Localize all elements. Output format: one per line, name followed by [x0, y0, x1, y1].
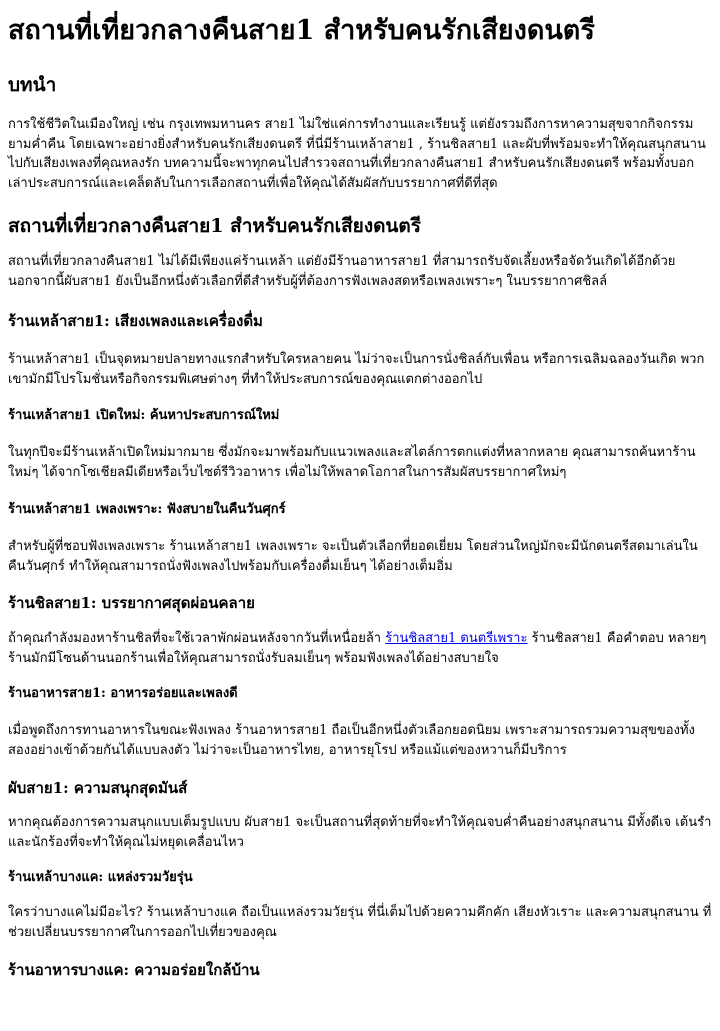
- chill-heading: ร้านชิลสาย1: บรรยากาศสุดผ่อนคลาย: [8, 594, 255, 612]
- intro-heading: บทนำ: [8, 74, 57, 96]
- section-heading: สถานที่เที่ยวกลางคืนสาย1 สำหรับคนรักเสียงดนตรี: [8, 215, 421, 237]
- bar-paragraph: ร้านเหล้าสาย1 เป็นจุดหมายปลายทางแรกสำหรับใครหลายคน ไม่ว่าจะเป็นการนั่งชิลล์กับเพื่อน หรือการเฉลิมฉลองวันเกิด พวกเขามักมีโปรโมชั่นหรือกิจกรรมพิเศษต่างๆ ที่ทำให้ประสบการณ์ของคุณแตกต่างออกไป: [8, 352, 705, 387]
- bangkae-bar-heading: ร้านเหล้าบางแค: แหล่งรวมวัยรุ่น: [8, 870, 193, 885]
- pub-paragraph: หากคุณต้องการความสนุกแบบเต็มรูปแบบ ผับสาย1 จะเป็นสถานที่สุดท้ายที่จะทำให้คุณจบค่ำคืนอย่างสนุกสนาน มีทั้งดีเจ เต้นรำ และนักร้องที่จะทำให้คุณไม่หยุดเคลื่อนไหว: [8, 815, 712, 850]
- bangkae-food-heading: ร้านอาหารบางแค: ความอร่อยใกล้บ้าน: [8, 961, 260, 979]
- chill-text-before: ถ้าคุณกำลังมองหาร้านชิลที่จะใช้เวลาพักผ่อนหลังจากวันที่เหนื่อยล้า: [8, 631, 386, 646]
- new-bar-heading: ร้านเหล้าสาย1 เปิดใหม่: ค้นหาประสบการณ์ใหม่: [8, 408, 280, 423]
- section-paragraph: สถานที่เที่ยวกลางคืนสาย1 ไม่ได้มีเพียงแค่ร้านเหล้า แต่ยังมีร้านอาหารสาย1 ที่สามารถรับจัดเลี้ยงหรือจัดวันเกิดได้อีกด้วย นอกจากนี้ผับสาย1 ยังเป็นอีกหนึ่งตัวเลือกที่ดีสำหรับผู้ที่ต้องการฟังเพลงสดหรือเพลงเพราะๆ ในบรรยากาศชิลล์: [8, 254, 676, 289]
- acoustic-bar-paragraph: สำหรับผู้ที่ชอบฟังเพลงเพราะ ร้านเหล้าสาย1 เพลงเพราะ จะเป็นตัวเลือกที่ยอดเยี่ยม โดยส่วนใหญ่มักจะมีนักดนตรีสดมาเล่นในคืนวันศุกร์ ทำให้คุณสามารถนั่งฟังเพลงไปพร้อมกับเครื่องดื่มเย็นๆ ได้อย่างเต็มอิ่ม: [8, 539, 698, 574]
- chill-paragraph: [8, 629, 712, 668]
- food-heading: ร้านอาหารสาย1: อาหารอร่อยและเพลงดี: [8, 686, 238, 701]
- food-paragraph: เมื่อพูดถึงการทานอาหารในขณะฟังเพลง ร้านอาหารสาย1 ถือเป็นอีกหนึ่งตัวเลือกยอดนิยม เพราะสามารถรวมความสุขของทั้งสองอย่างเข้าด้วยกันได้แบบลงตัว ไม่ว่าจะเป็นอาหารไทย, อาหารยุโรป หรือแม้แต่ของหวานก็มีบริการ: [8, 723, 695, 758]
- bar-heading: ร้านเหล้าสาย1: เสียงเพลงและเครื่องดื่ม: [8, 312, 263, 330]
- pub-heading: ผับสาย1: ความสนุกสุดมันส์: [8, 779, 188, 797]
- intro-paragraph: การใช้ชีวิตในเมืองใหญ่ เช่น กรุงเทพมหานคร สาย1 ไม่ใช่แค่การทำงานและเรียนรู้ แต่ยังรวมถึงการหาความสุขจากกิจกรรมยามค่ำคืน โดยเฉพาะอย่างยิ่งสำหรับคนรักเสียงดนตรี ที่นี่มีร้านเหล้าสาย1 , ร้านชิลสาย1 และผับที่พร้อมจะทำให้คุณสนุกสนานไปกับเสียงเพลงที่คุณหลงรัก บทความนี้จะพาทุกคนไปสำรวจสถานที่เที่ยวกลางคืนสาย1 สำหรับคนรักเสียงดนตรี พร้อมทั้งบอกเล่าประสบการณ์และเคล็ดลับในการเลือกสถานที่เพื่อให้คุณได้สัมผัสกับบรรยากาศที่ดีที่สุด: [8, 117, 706, 191]
- acoustic-bar-heading: ร้านเหล้าสาย1 เพลงเพราะ: ฟังสบายในคืนวันศุกร์: [8, 502, 286, 517]
- article: [0, 14, 720, 981]
- page-title: สถานที่เที่ยวกลางคืนสาย1 สำหรับคนรักเสียงดนตรี: [8, 15, 595, 46]
- new-bar-paragraph: ในทุกปีจะมีร้านเหล้าเปิดใหม่มากมาย ซึ่งมักจะมาพร้อมกับแนวเพลงและสไตล์การตกแต่งที่หลากหลาย คุณสามารถค้นหาร้านใหม่ๆ ได้จากโซเชียลมีเดียหรือเว็บไซต์รีวิวอาหาร เพื่อไม่ให้พลาดโอกาสในการสัมผัสบรรยากาศใหม่ๆ: [8, 445, 696, 480]
- bangkae-bar-paragraph: ใครว่าบางแคไม่มีอะไร? ร้านเหล้าบางแค ถือเป็นแหล่งรวมวัยรุ่น ที่นี่เต็มไปด้วยความคึกคัก เสียงหัวเราะ และความสนุกสนาน ที่ช่วยเปลี่ยนบรรยากาศในการออกไปเที่ยวของคุณ: [8, 905, 712, 940]
- chill-text-after: ร้านชิลสาย1 คือคำตอบ หลายๆ ร้านมักมีโซนด้านนอกร้านเพื่อให้คุณสามารถนั่งรับลมเย็นๆ พร้อมฟังเพลงได้อย่างสบายใจ: [8, 631, 707, 666]
- chill-link[interactable]: ร้านชิลสาย1 ดนตรีเพราะ: [385, 631, 528, 646]
